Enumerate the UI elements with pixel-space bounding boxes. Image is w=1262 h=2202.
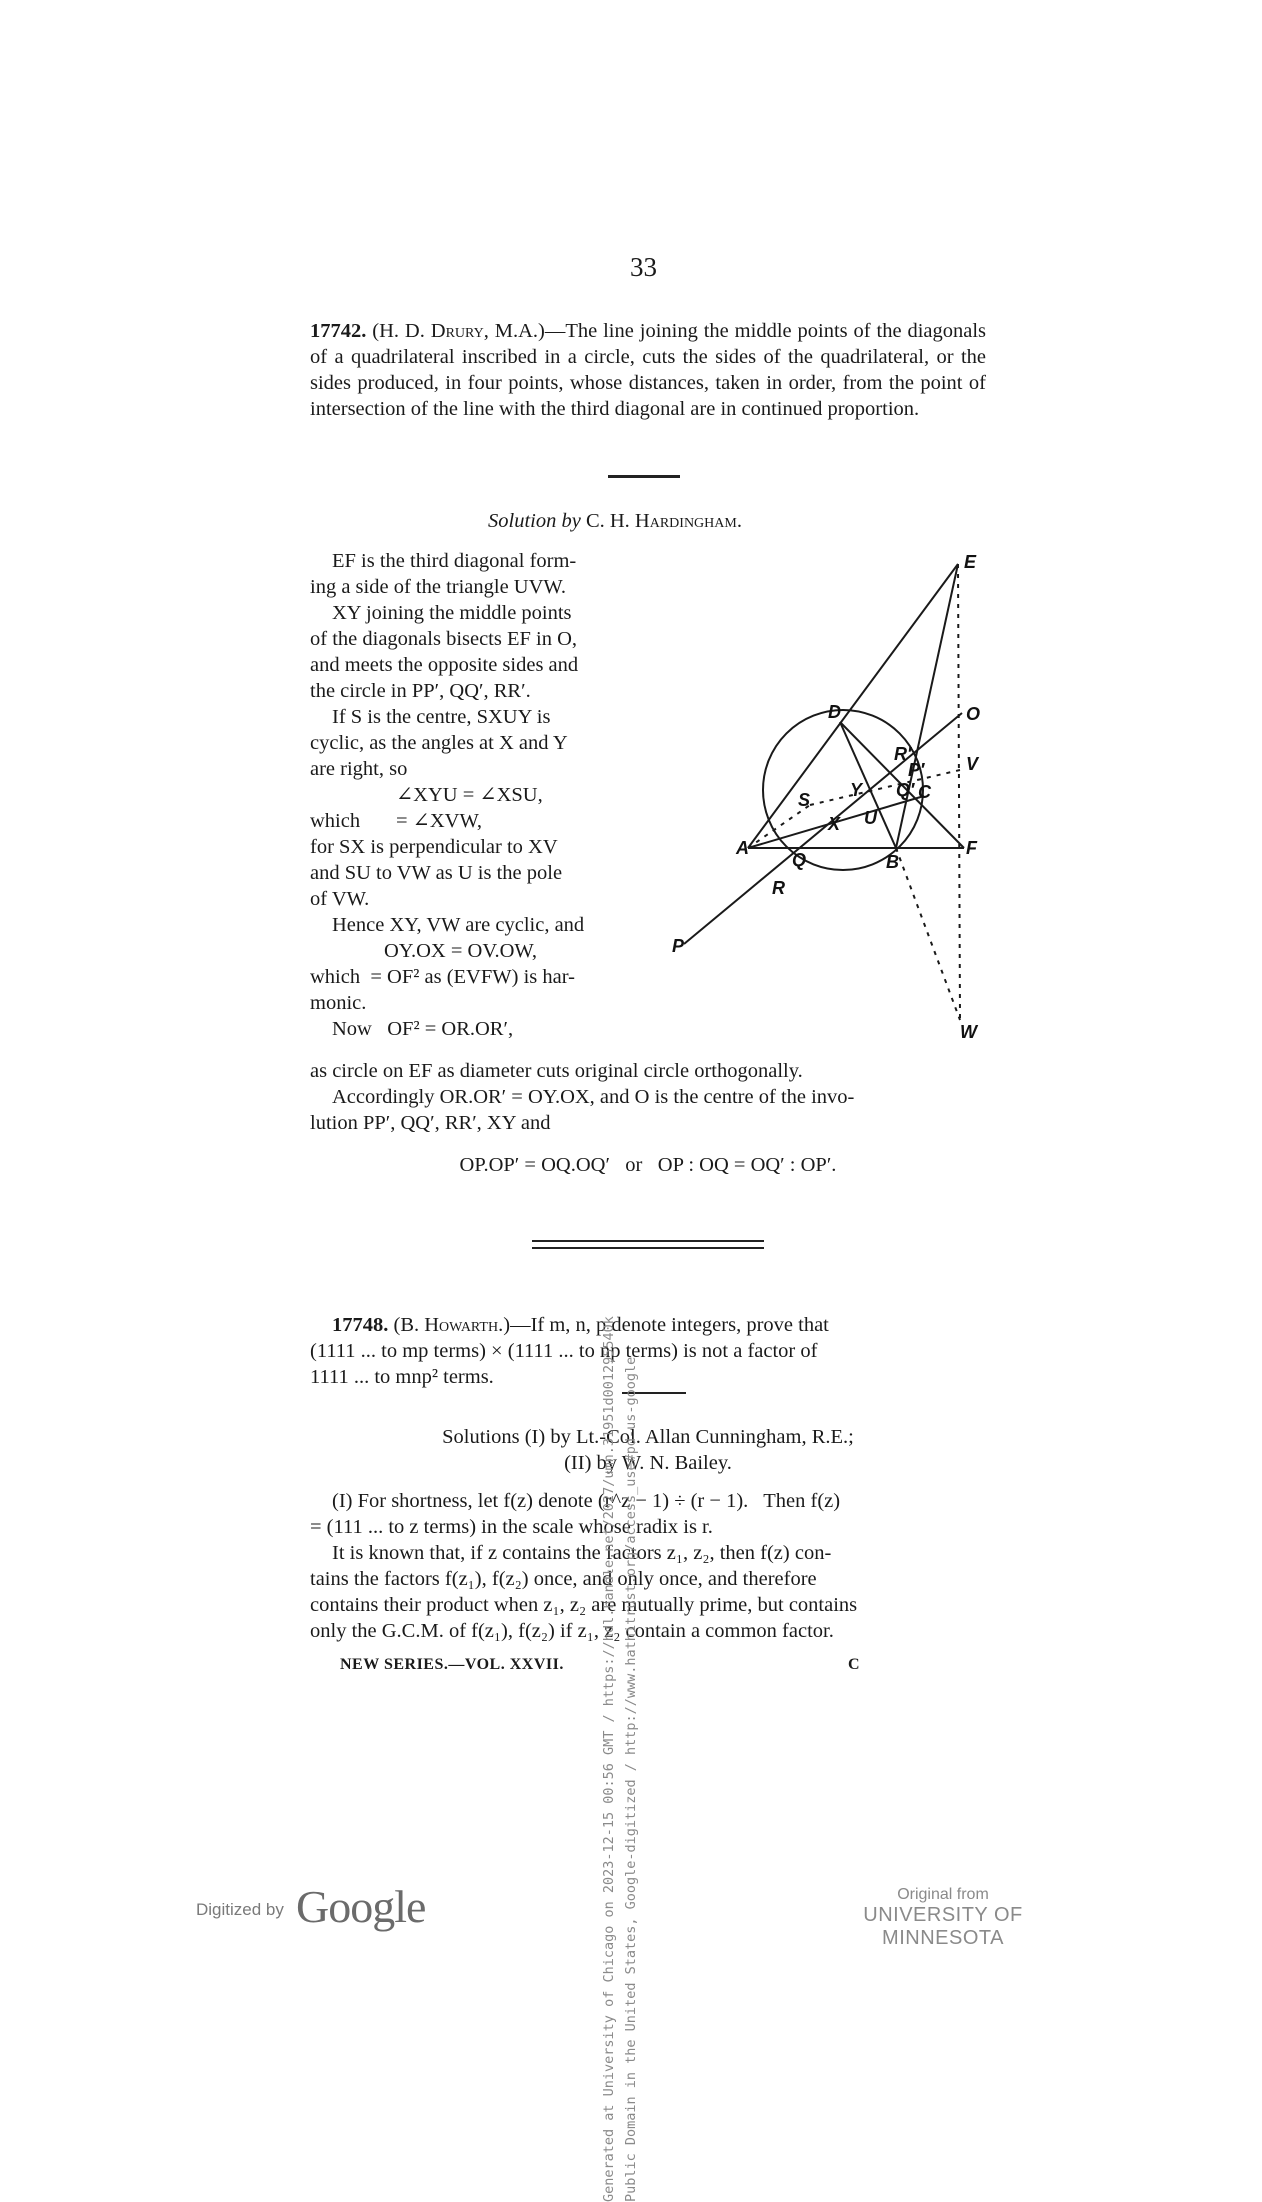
dashed-SC [810,770,960,805]
university-name: UNIVERSITY OF MINNESOTA [863,1904,1023,1949]
author-open: (H. D. [372,320,431,342]
figure-label-D: D [828,702,841,722]
solution-author-initials: C. H. [585,510,630,532]
figure-label-R: R [772,878,785,898]
original-from-label: Original from [897,1886,989,1903]
line: Now OF² = OR.OR′, [332,1018,514,1040]
original-source [808,1886,1078,1950]
line: Accordingly OR.OR′ = OY.OX, and O is the centre of the invo- [332,1086,855,1108]
final-equation: OP.OP′ = OQ.OQ′ or OP : OQ = OQ′ : OP′. [459,1154,837,1176]
figure-label-Q-prime: Q′ [896,780,915,800]
digitized-by-label: Digitized by [196,1900,284,1919]
line: as circle on EF as diameter cuts original circle orthogonally. [310,1060,803,1082]
figure-label-A: A [736,838,749,858]
line: contains their product when z₁, z₂ are mutually prime, but contains [310,1594,858,1616]
page-number: 33 [630,252,657,282]
figure-label-P-prime: P′ [908,760,925,780]
dashed-AS [748,805,810,848]
figure-label-W: W [960,1022,977,1042]
line: which = ∠XVW, [310,810,483,832]
line: Hence XY, VW are cyclic, and [332,914,585,936]
figure-label-Q: Q [792,850,807,870]
solution-continuation [310,1058,986,1136]
stamp-line-1: Generated at University of Chicago on 2023-12-15 00:56 GMT / https://hdl.handle.net/2027/umn.31951d001295540k [601,1316,617,2202]
figure-label-F: F [966,838,977,858]
equation: OY.OX = OV.OW, [384,940,537,962]
solutions-heading-1: Solutions (I) by Lt.-Col. Allan Cunningham, R.E.; [442,1426,854,1448]
problem-number: 17742. [310,320,367,342]
problem-text: —The line joining the middle points of the diagonals of a quadrilateral inscribed in a circle, cuts the sides of the quadrilateral, or the sides produced, in four points, whose distances, taken in order, from the point of intersection of the line with the third diagonal are in continued proportion. [310,320,987,420]
line: the circle in PP′, QQ′, RR′. [310,680,531,702]
dashed-BW [896,848,960,1020]
line: = (111 ... to z terms) in the scale whose radix is r. [310,1516,713,1538]
line: and meets the opposite sides and [310,654,579,676]
solution-prefix: Solution by [488,510,581,532]
figure-label-R-prime: R′ [894,744,912,764]
line: of VW. [310,888,370,910]
problem-17748-statement [310,1312,986,1390]
line: lution PP′, QQ′, RR′, XY and [310,1112,551,1134]
author-open: (B. [393,1314,425,1336]
figure-label-X: X [828,814,841,834]
line: tains the factors f(z₁), f(z₂) once, and only once, and therefore [310,1568,817,1590]
equation: ∠XYU = ∠XSU, [396,784,543,806]
double-rule-top [532,1240,764,1242]
google-logo: Google [296,1881,426,1932]
figure-label-B: B [886,852,899,872]
figure-label-C: C [918,782,931,802]
line-DB [840,722,896,848]
line: 1111 ... to mnp² terms. [310,1366,494,1388]
problem-number: 17748. [332,1314,389,1336]
author-close: .) [498,1314,511,1336]
dashed-EW [958,564,960,1020]
line: only the G.C.M. of f(z₁), f(z₂) if z₁, z₂ contain a common factor. [310,1620,834,1642]
line: monic. [310,992,367,1014]
figure-label-V: V [966,754,979,774]
line: are right, so [310,758,408,780]
line: EF is the third diagonal form- [332,550,577,572]
problem-17742-statement [310,318,986,422]
figure-label-U: U [864,808,877,828]
problem-text: —If m, n, p denote integers, prove that [510,1314,829,1336]
figure-label-S: S [798,790,811,810]
solution-body [310,1488,986,1644]
solutions-heading-2: (II) by W. N. Bailey. [564,1452,732,1474]
line: If S is the centre, SXUY is [332,706,551,728]
line: It is known that, if z contains the factors z₁, z₂, then f(z) con- [332,1542,832,1564]
series-footer: NEW SERIES.—VOL. XXVII. [340,1656,564,1673]
geometry-figure [660,550,1000,1050]
line: XY joining the middle points [332,602,572,624]
line: cyclic, as the angles at X and Y [310,732,568,754]
solution-author-name: Hardingham. [634,510,742,532]
line: ing a side of the triangle UVW. [310,576,566,598]
author-name: Howarth [424,1314,499,1336]
author-name: Drury [430,320,484,342]
line: and SU to VW as U is the pole [310,862,563,884]
line: (I) For shortness, let f(z) denote (r^z − 1) ÷ (r − 1). Then f(z) [332,1490,841,1512]
author-close: , M.A.) [483,320,545,342]
figure-label-P: P [672,936,685,956]
line: for SX is perpendicular to XV [310,836,558,858]
stamp-line-2: Public Domain in the United States, Google-digitized / http://www.hathitrust.org/access_use#pd-us-google [623,1356,639,2202]
figure-label-E: E [964,552,977,572]
figure-label-O: O [966,704,981,724]
double-rule-bottom [532,1247,764,1249]
line: which = OF² as (EVFW) is har- [310,966,575,988]
signature-mark: C [848,1656,860,1673]
line: (1111 ... to mp terms) × (1111 ... to np terms) is not a factor of [310,1340,818,1362]
figure-label-Y: Y [850,780,863,800]
line: of the diagonals bisects EF in O, [310,628,578,650]
hathitrust-stamp [598,302,642,2202]
